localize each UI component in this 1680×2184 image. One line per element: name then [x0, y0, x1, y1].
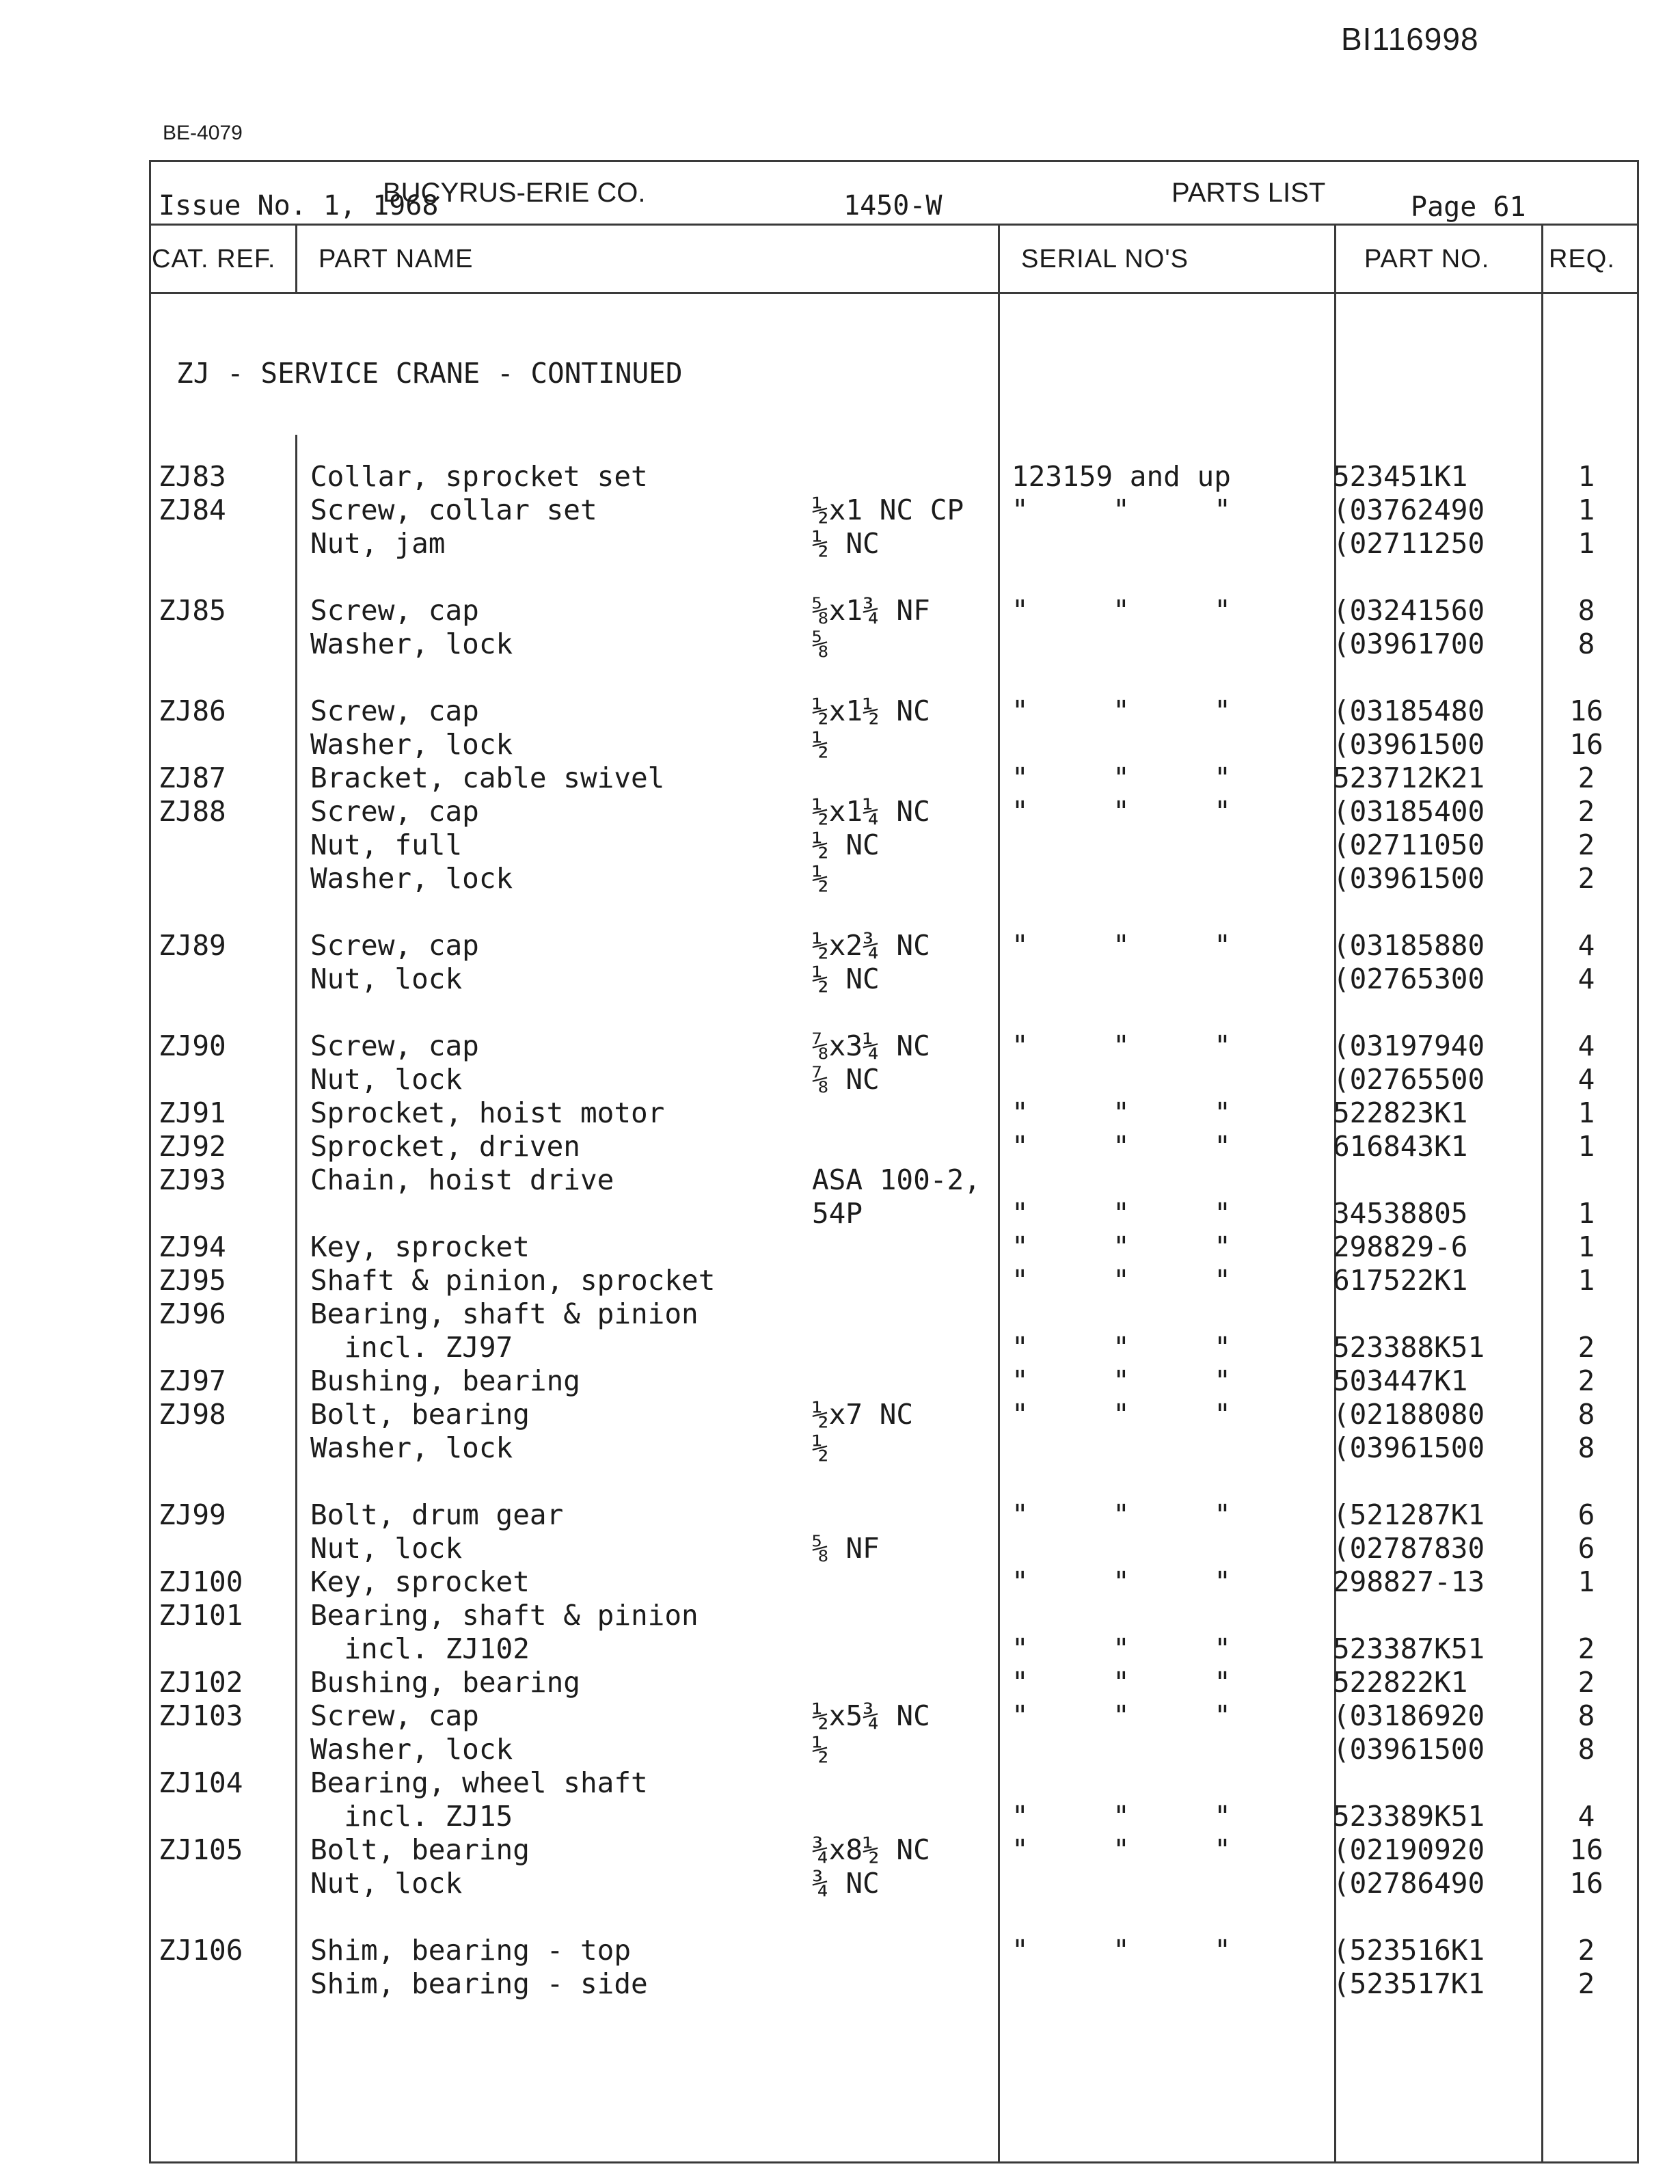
qty-required: 8 — [1577, 628, 1595, 660]
serial-range: " " " — [1012, 1096, 1231, 1129]
part-name: Bolt, drum gear — [310, 1498, 564, 1531]
part-name: Nut, lock — [310, 1063, 463, 1096]
qty-required: 8 — [1577, 1398, 1595, 1431]
qty-required: 8 — [1577, 1733, 1595, 1766]
part-name: Screw, cap — [310, 1699, 479, 1732]
part-name: Collar, sprocket set — [310, 460, 648, 493]
qty-required: 2 — [1577, 862, 1595, 895]
qty-required: 4 — [1577, 1063, 1595, 1096]
part-number: (03961500 — [1333, 1733, 1485, 1766]
table-row — [0, 929, 1680, 962]
part-number: (03186920 — [1333, 1699, 1485, 1732]
part-number: 298829-6 — [1333, 1230, 1468, 1263]
cat-ref: ZJ88 — [159, 795, 226, 828]
table-row — [0, 1197, 1680, 1230]
table-row — [0, 1029, 1680, 1063]
table-row — [0, 1867, 1680, 1900]
part-number: (03241560 — [1333, 594, 1485, 627]
cat-ref: ZJ104 — [159, 1766, 243, 1799]
part-number: (02765500 — [1333, 1063, 1485, 1096]
size-spec: 54P — [812, 1197, 863, 1230]
part-name: Key, sprocket — [310, 1565, 530, 1598]
size-spec: ASA 100-2, — [812, 1163, 981, 1196]
part-name: Key, sprocket — [310, 1230, 530, 1263]
col-header-serial-nos: SERIAL NO'S — [1021, 245, 1189, 273]
cat-ref: ZJ92 — [159, 1130, 226, 1163]
qty-required: 1 — [1577, 1230, 1595, 1263]
table-row — [0, 1800, 1680, 1833]
table-row — [0, 1632, 1680, 1666]
part-name: Screw, collar set — [310, 494, 597, 526]
size-spec: ¾x8½ NC — [812, 1833, 930, 1866]
cat-ref: ZJ87 — [159, 761, 226, 794]
part-name: Nut, lock — [310, 962, 463, 995]
part-number: (521287K1 — [1333, 1498, 1485, 1531]
size-spec: ½x5¾ NC — [812, 1699, 930, 1732]
part-name: Screw, cap — [310, 929, 479, 962]
size-spec: ½x7 NC — [812, 1398, 914, 1431]
part-number: (02188080 — [1333, 1398, 1485, 1431]
part-number: (523516K1 — [1333, 1934, 1485, 1967]
qty-required: 1 — [1577, 460, 1595, 493]
part-number: (02787830 — [1333, 1532, 1485, 1565]
part-name: Screw, cap — [310, 594, 479, 627]
serial-range: " " " — [1012, 494, 1231, 526]
cat-ref: ZJ85 — [159, 594, 226, 627]
serial-range: " " " — [1012, 1264, 1231, 1297]
part-number: 616843K1 — [1333, 1130, 1468, 1163]
part-number: (03961500 — [1333, 1431, 1485, 1464]
serial-range: " " " — [1012, 1666, 1231, 1699]
cat-ref: ZJ84 — [159, 494, 226, 526]
qty-required: 16 — [1569, 1867, 1603, 1900]
size-spec: ½ NC — [812, 527, 880, 560]
part-name: Screw, cap — [310, 795, 479, 828]
part-name: Bushing, bearing — [310, 1364, 580, 1397]
part-name: Nut, lock — [310, 1532, 463, 1565]
qty-required: 2 — [1577, 828, 1595, 861]
part-name: Bolt, bearing — [310, 1833, 530, 1866]
table-row — [0, 1833, 1680, 1867]
part-name: Nut, lock — [310, 1867, 463, 1900]
serial-range: " " " — [1012, 1833, 1231, 1866]
cat-ref: ZJ103 — [159, 1699, 243, 1732]
company-name: BUCYRUS-ERIE CO. — [383, 178, 646, 208]
table-row — [0, 1331, 1680, 1364]
part-number: 298827-13 — [1333, 1565, 1485, 1598]
table-row — [0, 962, 1680, 996]
size-spec: ½ NC — [812, 962, 880, 995]
part-name: Screw, cap — [310, 1029, 479, 1062]
page-number: Page 61 — [1411, 191, 1526, 223]
part-number: (03185480 — [1333, 695, 1485, 727]
serial-range: " " " — [1012, 695, 1231, 727]
cat-ref: ZJ90 — [159, 1029, 226, 1062]
qty-required: 2 — [1577, 1666, 1595, 1699]
serial-range: " " " — [1012, 1029, 1231, 1062]
part-number: (03961500 — [1333, 862, 1485, 895]
serial-range: " " " — [1012, 1800, 1231, 1833]
table-row — [0, 594, 1680, 628]
qty-required: 2 — [1577, 1364, 1595, 1397]
size-spec: ⅞ NC — [812, 1063, 880, 1096]
size-spec: ⅞x3¼ NC — [812, 1029, 930, 1062]
serial-range: " " " — [1012, 929, 1231, 962]
size-spec: ¾ NC — [812, 1867, 880, 1900]
size-spec: ½x1½ NC — [812, 695, 930, 727]
serial-range: " " " — [1012, 1498, 1231, 1531]
table-row — [0, 1599, 1680, 1632]
table-row — [0, 1398, 1680, 1431]
table-row — [0, 862, 1680, 895]
table-row — [0, 494, 1680, 527]
part-name: incl. ZJ97 — [310, 1331, 513, 1364]
column-header-divider — [149, 292, 1639, 294]
table-row — [0, 1699, 1680, 1733]
cat-ref: ZJ94 — [159, 1230, 226, 1263]
table-row — [0, 828, 1680, 862]
cat-ref: ZJ83 — [159, 460, 226, 493]
qty-required: 1 — [1577, 1565, 1595, 1598]
serial-range: " " " — [1012, 761, 1231, 794]
part-number: 523451K1 — [1333, 460, 1468, 493]
size-spec: ⅝x1¾ NF — [812, 594, 930, 627]
part-number: (03185400 — [1333, 795, 1485, 828]
cat-ref: ZJ95 — [159, 1264, 226, 1297]
part-name: Chain, hoist drive — [310, 1163, 614, 1196]
cat-ref: ZJ96 — [159, 1297, 226, 1330]
serial-range: " " " — [1012, 1331, 1231, 1364]
part-name: incl. ZJ15 — [310, 1800, 513, 1833]
table-row — [0, 795, 1680, 828]
part-name: Bearing, shaft & pinion — [310, 1599, 699, 1632]
serial-range: " " " — [1012, 795, 1231, 828]
table-row — [0, 1666, 1680, 1699]
serial-range: " " " — [1012, 1699, 1231, 1732]
issue-label: Issue No. 1, 1968 — [159, 190, 439, 221]
cat-ref: ZJ91 — [159, 1096, 226, 1129]
serial-range: " " " — [1012, 1364, 1231, 1397]
part-name: Shim, bearing - side — [310, 1967, 648, 2000]
table-row — [0, 628, 1680, 661]
part-number: (02190920 — [1333, 1833, 1485, 1866]
cat-ref: ZJ102 — [159, 1666, 243, 1699]
part-name: incl. ZJ102 — [310, 1632, 530, 1665]
qty-required: 1 — [1577, 1096, 1595, 1129]
qty-required: 4 — [1577, 962, 1595, 995]
part-number: 34538805 — [1333, 1197, 1468, 1230]
part-name: Shim, bearing - top — [310, 1934, 631, 1967]
qty-required: 1 — [1577, 494, 1595, 526]
table-row — [0, 1264, 1680, 1297]
table-top-border — [149, 160, 1639, 162]
serial-range: " " " — [1012, 1934, 1231, 1967]
part-number: 503447K1 — [1333, 1364, 1468, 1397]
qty-required: 16 — [1569, 728, 1603, 761]
cat-ref: ZJ101 — [159, 1599, 243, 1632]
qty-required: 16 — [1569, 695, 1603, 727]
col-header-req: REQ. — [1549, 245, 1615, 273]
serial-range: " " " — [1012, 1197, 1231, 1230]
table-row — [0, 1096, 1680, 1130]
table-row — [0, 1063, 1680, 1096]
part-number: (03961700 — [1333, 628, 1485, 660]
part-number: (523517K1 — [1333, 1967, 1485, 2000]
part-name: Washer, lock — [310, 728, 513, 761]
serial-range: " " " — [1012, 1398, 1231, 1431]
qty-required: 2 — [1577, 1967, 1595, 2000]
size-spec: ½ — [812, 728, 829, 761]
part-name: Shaft & pinion, sprocket — [310, 1264, 716, 1297]
col-header-cat-ref: CAT. REF. — [152, 245, 276, 273]
serial-range: " " " — [1012, 1565, 1231, 1598]
qty-required: 1 — [1577, 1264, 1595, 1297]
form-number: BE-4079 — [163, 122, 243, 144]
table-row — [0, 695, 1680, 728]
part-name: Bearing, shaft & pinion — [310, 1297, 699, 1330]
qty-required: 1 — [1577, 1130, 1595, 1163]
serial-range: " " " — [1012, 1130, 1231, 1163]
size-spec: ½ — [812, 1431, 829, 1464]
qty-required: 6 — [1577, 1498, 1595, 1531]
table-row — [0, 1967, 1680, 2001]
section-title: ZJ - SERVICE CRANE - CONTINUED — [176, 357, 683, 390]
cat-ref: ZJ89 — [159, 929, 226, 962]
document-id: BI116998 — [1341, 21, 1479, 57]
qty-required: 4 — [1577, 1800, 1595, 1833]
cat-ref: ZJ100 — [159, 1565, 243, 1598]
table-row — [0, 527, 1680, 561]
size-spec: ½x2¾ NC — [812, 929, 930, 962]
part-number: (02711250 — [1333, 527, 1485, 560]
table-row — [0, 761, 1680, 795]
table-row — [0, 460, 1680, 494]
part-number: 523712K21 — [1333, 761, 1485, 794]
model-number: 1450-W — [843, 190, 943, 221]
document-type: PARTS LIST — [1171, 178, 1326, 208]
part-name: Bearing, wheel shaft — [310, 1766, 648, 1799]
table-row — [0, 1733, 1680, 1766]
part-name: Nut, jam — [310, 527, 446, 560]
part-name: Nut, full — [310, 828, 463, 861]
part-name: Screw, cap — [310, 695, 479, 727]
table-row — [0, 728, 1680, 761]
qty-required: 6 — [1577, 1532, 1595, 1565]
part-name: Bolt, bearing — [310, 1398, 530, 1431]
cat-ref: ZJ105 — [159, 1833, 243, 1866]
table-row — [0, 1297, 1680, 1331]
part-name: Washer, lock — [310, 1431, 513, 1464]
table-row — [0, 1934, 1680, 1967]
qty-required: 8 — [1577, 594, 1595, 627]
part-number: (02765300 — [1333, 962, 1485, 995]
cat-ref: ZJ93 — [159, 1163, 226, 1196]
qty-required: 8 — [1577, 1431, 1595, 1464]
qty-required: 1 — [1577, 1197, 1595, 1230]
size-spec: ⅝ NF — [812, 1532, 880, 1565]
header-divider — [149, 224, 1639, 226]
part-number: (03762490 — [1333, 494, 1485, 526]
cat-ref: ZJ99 — [159, 1498, 226, 1531]
part-number: 523389K51 — [1333, 1800, 1485, 1833]
part-number: 523388K51 — [1333, 1331, 1485, 1364]
table-row — [0, 1130, 1680, 1163]
size-spec: ½x1¼ NC — [812, 795, 930, 828]
col-divider-ref — [295, 224, 297, 292]
table-row — [0, 1364, 1680, 1398]
table-row — [0, 1230, 1680, 1264]
part-number: (02711050 — [1333, 828, 1485, 861]
part-number: (02786490 — [1333, 1867, 1485, 1900]
part-name: Washer, lock — [310, 862, 513, 895]
serial-range: " " " — [1012, 1632, 1231, 1665]
qty-required: 2 — [1577, 1632, 1595, 1665]
qty-required: 2 — [1577, 761, 1595, 794]
qty-required: 2 — [1577, 795, 1595, 828]
serial-range: 123159 and up — [1012, 460, 1231, 493]
size-spec: ⅝ — [812, 628, 829, 660]
qty-required: 4 — [1577, 929, 1595, 962]
table-row — [0, 1163, 1680, 1197]
qty-required: 4 — [1577, 1029, 1595, 1062]
table-row — [0, 1532, 1680, 1565]
size-spec: ½ — [812, 1733, 829, 1766]
part-name: Sprocket, hoist motor — [310, 1096, 665, 1129]
part-number: (03961500 — [1333, 728, 1485, 761]
part-name: Sprocket, driven — [310, 1130, 580, 1163]
part-number: 522822K1 — [1333, 1666, 1468, 1699]
qty-required: 8 — [1577, 1699, 1595, 1732]
table-row — [0, 1565, 1680, 1599]
table-row — [0, 1431, 1680, 1465]
cat-ref: ZJ106 — [159, 1934, 243, 1967]
part-name: Washer, lock — [310, 628, 513, 660]
part-name: Washer, lock — [310, 1733, 513, 1766]
part-name: Bushing, bearing — [310, 1666, 580, 1699]
table-bottom-border — [149, 2161, 1639, 2163]
size-spec: ½ — [812, 862, 829, 895]
qty-required: 2 — [1577, 1934, 1595, 1967]
col-header-part-no: PART NO. — [1364, 245, 1490, 273]
qty-required: 2 — [1577, 1331, 1595, 1364]
serial-range: " " " — [1012, 1230, 1231, 1263]
col-header-part-name: PART NAME — [319, 245, 474, 273]
table-row — [0, 1498, 1680, 1532]
part-number: 522823K1 — [1333, 1096, 1468, 1129]
cat-ref: ZJ97 — [159, 1364, 226, 1397]
part-number: 523387K51 — [1333, 1632, 1485, 1665]
qty-required: 1 — [1577, 527, 1595, 560]
part-number: (03185880 — [1333, 929, 1485, 962]
part-number: 617522K1 — [1333, 1264, 1468, 1297]
table-row — [0, 1766, 1680, 1800]
size-spec: ½ NC — [812, 828, 880, 861]
cat-ref: ZJ98 — [159, 1398, 226, 1431]
size-spec: ½x1 NC CP — [812, 494, 964, 526]
serial-range: " " " — [1012, 594, 1231, 627]
cat-ref: ZJ86 — [159, 695, 226, 727]
part-name: Bracket, cable swivel — [310, 761, 665, 794]
part-number: (03197940 — [1333, 1029, 1485, 1062]
qty-required: 16 — [1569, 1833, 1603, 1866]
